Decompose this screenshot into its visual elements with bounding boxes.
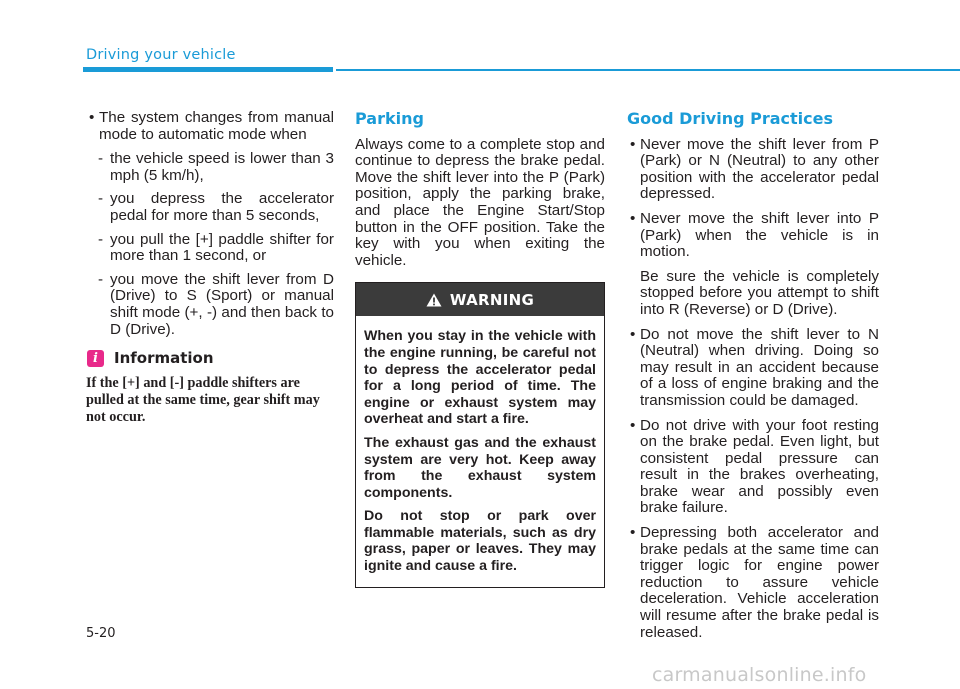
dash-mark: - [98,150,104,168]
good-driving-heading: Good Driving Practices [627,109,834,128]
bullet-dot: • [630,135,636,153]
warning-body [356,316,604,586]
parking-heading: Parking [355,109,424,128]
intro-bullet-text: The system changes from manual mode to automatic mode when [99,109,334,143]
information-text: If the [+] and [-] paddle shifters are pulled at the same time, gear shift may not occur. [86,375,320,426]
condition-item [86,151,334,184]
condition-item [86,191,334,224]
header-rule-thin [336,69,960,71]
condition-text: you depress the accelerator pedal for more than 5 seconds, [110,190,334,224]
warning-triangle-icon [426,293,442,307]
warning-title: WARNING [449,290,535,309]
section-header-title: Driving your vehicle [86,47,236,63]
list-item [627,211,879,319]
warning-paragraph: The exhaust gas and the exhaust system are very hot. Keep away from the exhaust system components. [364,434,596,501]
warning-paragraph: When you stay in the vehicle with the engine running, be careful not to depress the accelerator pedal for a long period of time. The engine or exhaust system may overheat and start a fire. [364,328,596,428]
middle-column [355,111,605,588]
parking-text: Always come to a complete stop and continue to depress the brake pedal. Move the shift lever into the P (Park) position, apply the parking brake, and place the Engine Start/Stop button in the OFF position. Take the key with you when exiting the vehicle. [355,135,605,269]
list-item [627,418,879,518]
condition-text: you pull the [+] paddle shifter for more than 1 second, or [110,230,334,265]
list-item [627,525,879,641]
bullet-dot: • [630,209,636,227]
list-item [86,110,334,143]
bullet-dot: • [89,109,95,126]
dash-mark: - [98,230,104,248]
practice-text: Do not drive with your foot resting on the brake pedal. Even light, but consistent pedal pressure can result in the brakes overheating, brake wear and possibly even brake failure. [640,416,879,517]
left-column [86,110,334,426]
info-icon: i [87,350,104,367]
bullet-dot: • [630,524,636,542]
information-title: Information [114,349,214,368]
bullet-dot: • [630,325,636,343]
bullet-dot: • [630,416,636,434]
list-item [627,327,879,410]
warning-header [356,283,604,316]
dash-mark: - [98,270,104,288]
right-column [627,111,879,649]
information-header [86,350,334,367]
condition-item [86,272,334,338]
list-item [627,137,879,203]
condition-text: the vehicle speed is lower than 3 mph (5 km/h), [110,150,334,184]
dash-mark: - [98,190,104,208]
information-box [86,350,334,426]
practice-text: Never move the shift lever from P (Park) or N (Neutral) to any other position with the accelerator pedal depressed. [640,135,879,203]
condition-text: you move the shift lever from D (Drive) to S (Sport) or manual shift mode (+, -) and then back to D (Drive). [110,270,334,338]
practice-text: Depressing both accelerator and brake pedals at the same time can trigger logic for engine power reduction to assure vehicle deceleration. Vehicle acceleration will resume after the brake pedal is released. [640,524,879,641]
condition-item [86,232,334,265]
watermark: carmanualsonline.info [652,664,867,686]
page-number: 5-20 [86,626,116,641]
practice-text: Never move the shift lever into P (Park) when the vehicle is in motion. [640,209,879,261]
shift-note-text: Be sure the vehicle is completely stopped before you attempt to shift into R (Reverse) or D (Drive). [640,267,879,318]
warning-box [355,282,605,587]
practice-text: Do not move the shift lever to N (Neutral) when driving. Doing so may result in an accident because of a loss of engine braking and the transmission could be damaged. [640,325,879,409]
warning-paragraph: Do not stop or park over flammable materials, such as dry grass, paper or leaves. They may ignite and cause a fire. [364,508,596,575]
header-rule-thick [83,67,333,72]
